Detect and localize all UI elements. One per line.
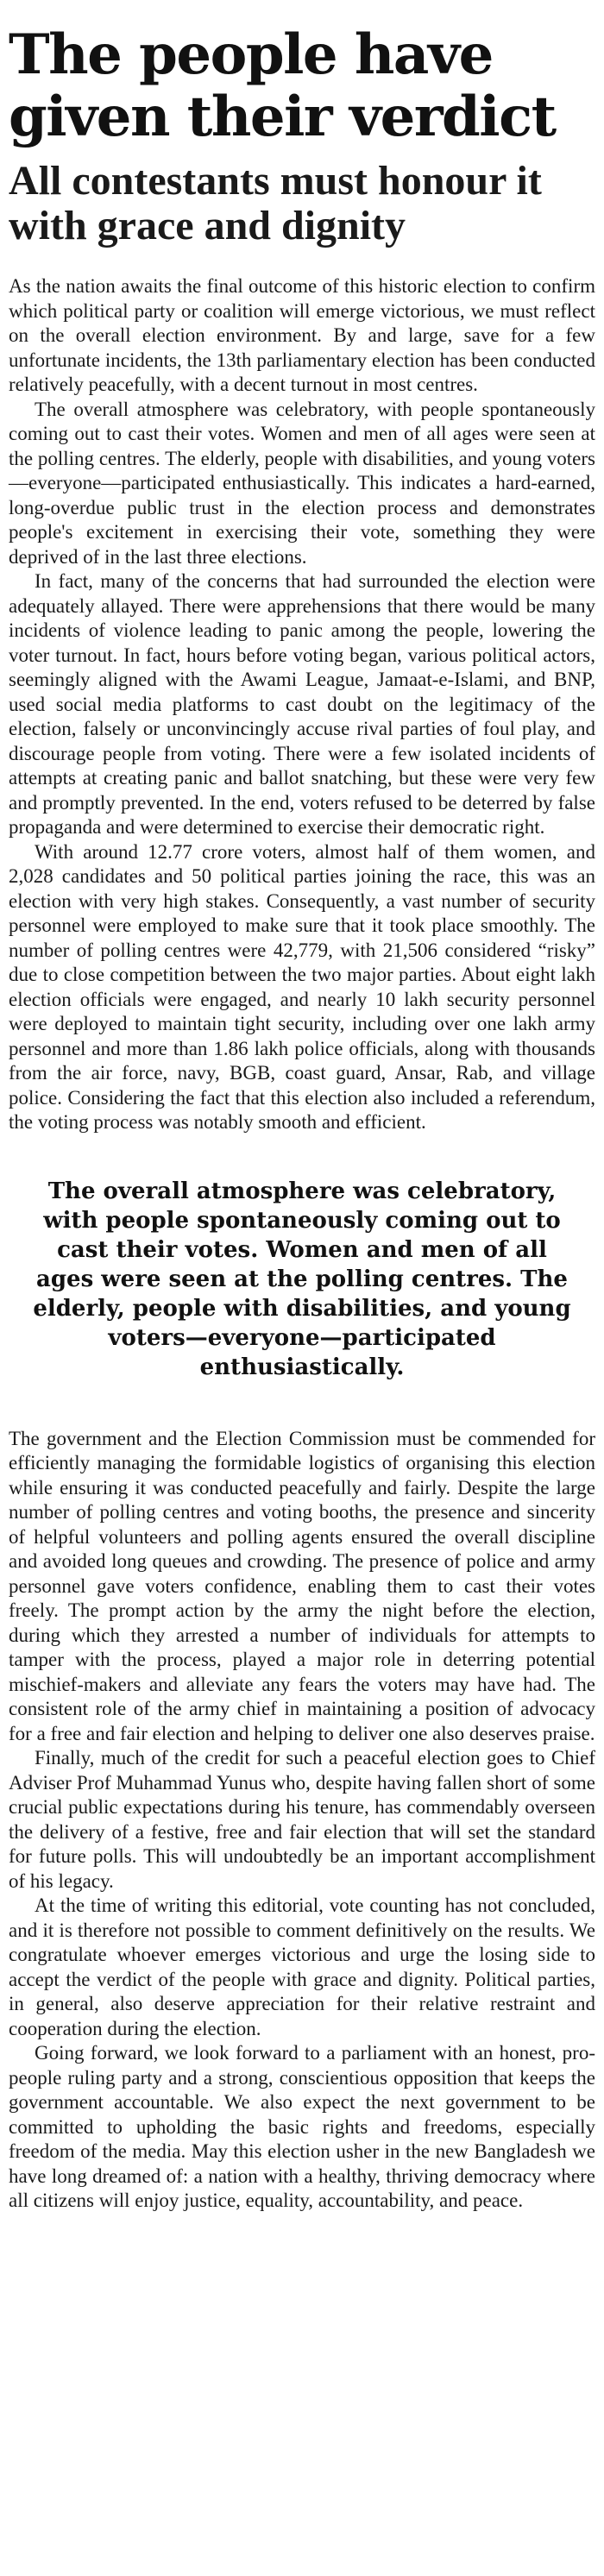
article-body-part-1 [9, 274, 595, 1135]
body-paragraph: In fact, many of the concerns that had surrounded the election were adequately allayed. There were apprehensions that there would be many incidents of violence leading to panic among the people, lowering the voter turnout. In fact, hours before voting began, various political actors, seemingly aligned with the Awami League, Jamaat-e-Islami, and BNP, used social media platforms to cast doubt on the legitimacy of the election, falsely or unconvincingly accuse rival parties of foul play, and discourage people from voting. There were a few isolated incidents of attempts at creating panic and ballot snatching, but these were very few and promptly prevented. In the end, voters refused to be deterred by false propaganda and were determined to exercise their democratic right. [9, 570, 595, 838]
body-paragraph: As the nation awaits the final outcome of this historic election to confirm which political party or coalition will emerge victorious, we must reflect on the overall election environment. By and large, save for a few unfortunate incidents, the 13th parliamentary election has been conducted relatively peacefully, with a decent turnout in most centres. [9, 275, 595, 395]
body-paragraph: The overall atmosphere was celebratory, with people spontaneously coming out to cast their votes. Women and men of all ages were seen at the polling centres. The elderly, people with disabilities, and young voters—everyone—participated enthusiastically. This indicates a hard-earned, long-overdue public trust in the election process and demonstrates people's excitement in exercising their vote, something they were deprived of in the last three elections. [9, 398, 595, 568]
body-paragraph: At the time of writing this editorial, vote counting has not concluded, and it is therefore not possible to comment definitively on the results. We congratulate whoever emerges victorious and urge the losing side to accept the verdict of the people with grace and dignity. Political parties, in general, also deserve appreciation for their relative restraint and cooperation during the election. [9, 1894, 595, 2039]
body-paragraph: Going forward, we look forward to a parliament with an honest, pro-people ruling party and a strong, conscientious opposition that keeps the government accountable. We also expect the next government to be committed to upholding the basic rights and freedoms, especially freedom of the media. May this election usher in the new Bangladesh we have long dreamed of: a nation with a healthy, thriving democracy where all citizens will enjoy justice, equality, accountability, and peace. [9, 2042, 595, 2211]
article-body-part-2 [9, 1427, 595, 2214]
pull-quote: The overall atmosphere was celebratory, with people spontaneously coming out to cast their votes. Women and men of all ages were seen at the polling centres. The elderly, people with disabilities, and young voters—everyone—participated enthusiastically. [33, 1178, 571, 1380]
body-paragraph: Finally, much of the credit for such a peaceful election goes to Chief Adviser Prof Muhammad Yunus who, despite having fallen short of some crucial public expectations during his tenure, has commendably overseen the delivery of a festive, free and fair election that will set the standard for future polls. This will undoubtedly be an important accomplishment of his legacy. [9, 1747, 595, 1892]
subheadline: All contestants must honour it with grace and dignity [9, 158, 542, 248]
editorial-page [9, 0, 595, 2214]
body-paragraph: With around 12.77 crore voters, almost half of them women, and 2,028 candidates and 50 political parties joining the race, this was an election with very high stakes. Consequently, a vast number of security personnel were employed to make sure that it took place smoothly. The number of polling centres were 42,779, with 21,506 considered “risky” due to close competition between the two major parties. About eight lakh election officials were engaged, and nearly 10 lakh security personnel were deployed to maintain tight security, including over one lakh army personnel and more than 1.86 lakh police officials, along with thousands from the air force, navy, BGB, coast guard, Ansar, Rab, and village police. Considering the fact that this election also included a referendum, the voting process was notably smooth and efficient. [9, 840, 595, 1133]
body-paragraph: The government and the Election Commission must be commended for efficiently managing the formidable logistics of organising this election while ensuring it was conducted peacefully and fairly. Despite the large number of polling centres and voting booths, the presence and sincerity of helpful volunteers and polling agents ensured the overall discipline and avoided long queues and crowding. The presence of police and army personnel gave voters confidence, enabling them to cast their votes freely. The prompt action by the army the night before the election, during which they arrested a number of individuals for attempts to tamper with the process, played a major role in deterring potential mischief-makers and alleviate any fears the voters may have had. The consistent role of the army chief in maintaining a position of advocacy for a free and fair election and helping to deliver one also deserves praise. [9, 1427, 595, 1744]
headline: The people have given their verdict [9, 22, 556, 149]
